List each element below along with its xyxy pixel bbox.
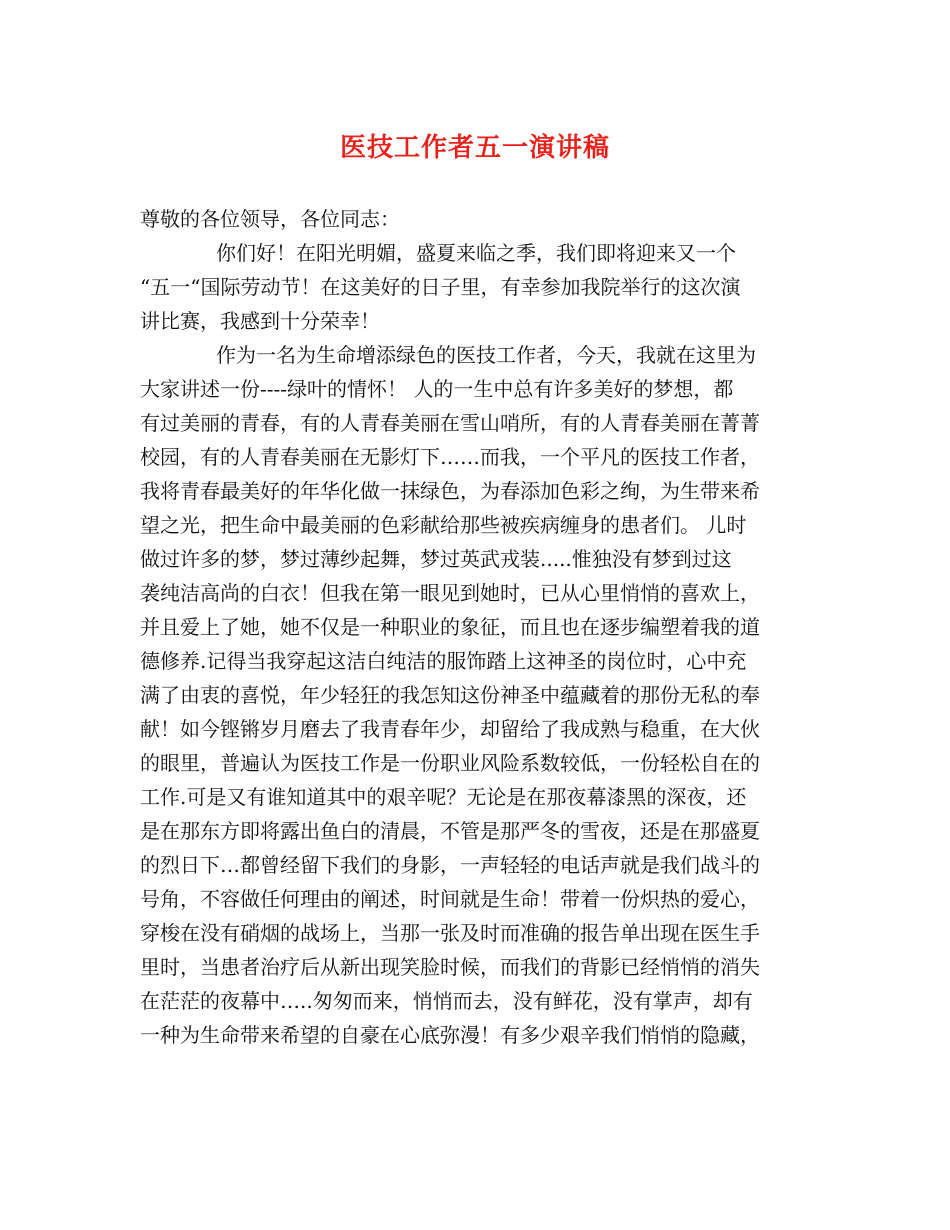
paragraph-line: 作为一名为生命增添绿色的医技工作者，今天，我就在这里为 — [216, 343, 756, 367]
paragraph-line: 并且爱上了她，她不仅是一种职业的象征，而且也在逐步编塑着我的道 — [140, 615, 760, 639]
paragraph-line: 你们好！在阳光明媚，盛夏来临之季，我们即将迎来又一个 — [216, 241, 736, 265]
paragraph-line: 校园，有的人青春美丽在无影灯下……而我，一个平凡的医技工作者， — [140, 445, 760, 469]
paragraph-line: 我将青春最美好的年华化做一抹绿色，为春添加色彩之绚，为生带来希 — [140, 479, 760, 503]
document-title: 医技工作者五一演讲稿 — [339, 133, 610, 163]
paragraph-line: 一种为生命带来希望的自豪在心底弥漫！有多少艰辛我们悄悄的隐藏， — [140, 1023, 760, 1047]
paragraph-line: 讲比赛，我感到十分荣幸！ — [140, 309, 380, 333]
paragraph-line: 工作.可是又有谁知道其中的艰辛呢？无论是在那夜幕漆黑的深夜，还 — [140, 785, 747, 809]
paragraph-line: 穿梭在没有硝烟的战场上，当那一张及时而准确的报告单出现在医生手 — [140, 921, 760, 945]
paragraph-line: “五一“国际劳动节！在这美好的日子里，有幸参加我院举行的这次演 — [140, 275, 741, 299]
document-body — [140, 202, 814, 1052]
salutation-line: 尊敬的各位领导，各位同志： — [140, 207, 400, 231]
paragraph-line: 在茫茫的夜幕中…..匆匆而来，悄悄而去，没有鲜花，没有掌声，却有 — [140, 989, 753, 1013]
paragraph-line: 望之光，把生命中最美丽的色彩献给那些被疾病缠身的患者们。 儿时 — [140, 513, 747, 537]
paragraph-line: 袭纯洁高尚的白衣！但我在第一眼见到她时，已从心里悄悄的喜欢上， — [140, 581, 760, 605]
paragraph-line: 做过许多的梦，梦过薄纱起舞，梦过英武戎装.....惟独没有梦到过这 — [140, 547, 732, 571]
paragraph-line: 满了由衷的喜悦，年少轻狂的我怎知这份神圣中蕴藏着的那份无私的奉 — [140, 683, 760, 707]
paragraph-line: 是在那东方即将露出鱼白的清晨，不管是那严冬的雪夜，还是在那盛夏 — [140, 819, 760, 843]
paragraph-line: 号角，不容做任何理由的阐述，时间就是生命！带着一份炽热的爱心， — [140, 887, 760, 911]
paragraph-line: 的眼里，普遍认为医技工作是一份职业风险系数较低，一份轻松自在的 — [140, 751, 760, 775]
paragraph-line: 的烈日下…都曾经留下我们的身影，一声轻轻的电话声就是我们战斗的 — [140, 853, 760, 877]
paragraph-line: 里时，当患者治疗后从新出现笑脸时候，而我们的背影已经悄悄的消失 — [140, 955, 760, 979]
paragraph-line: 德修养.记得当我穿起这洁白纯洁的服饰踏上这神圣的岗位时，心中充 — [140, 649, 747, 673]
paragraph-line: 有过美丽的青春，有的人青春美丽在雪山哨所，有的人青春美丽在菁菁 — [140, 411, 760, 435]
paragraph-line: 献！如今铿锵岁月磨去了我青春年少，却留给了我成熟与稳重，在大伙 — [140, 717, 760, 741]
paragraph-line: 大家讲述一份----绿叶的情怀！ 人的一生中总有许多美好的梦想，都 — [140, 377, 734, 401]
